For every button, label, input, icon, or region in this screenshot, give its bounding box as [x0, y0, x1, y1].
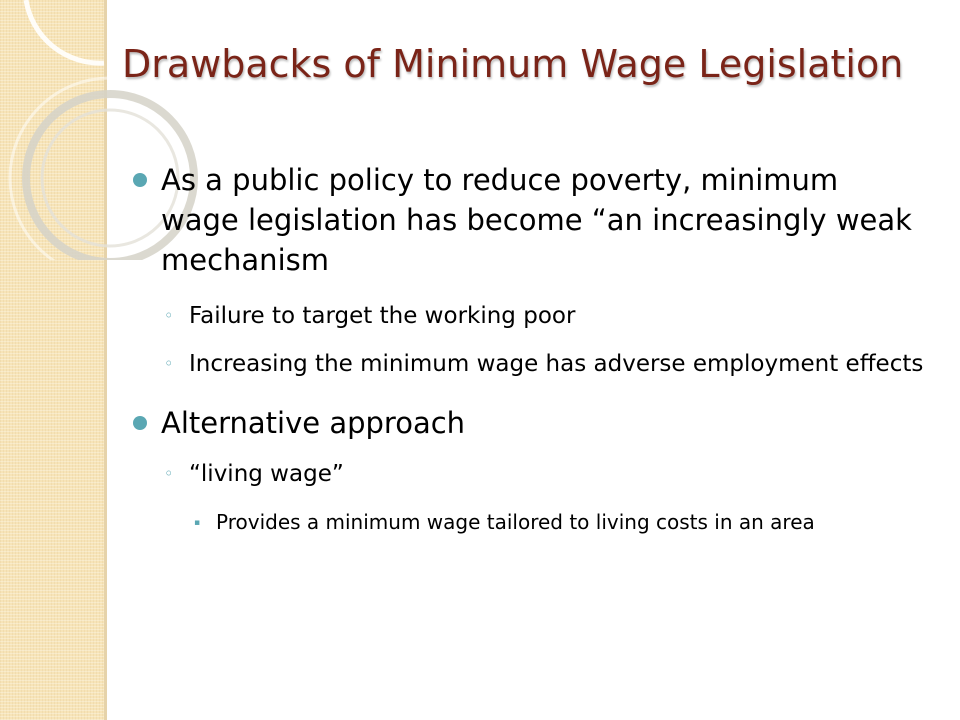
sub-sub-bullet-item — [124, 507, 924, 538]
bullet-dot-icon — [133, 416, 147, 430]
sub-bullet-item — [124, 347, 924, 381]
sub-bullet-text: Failure to target the working poor — [189, 303, 576, 329]
sub-bullet-item — [124, 299, 924, 333]
bullet-text: As a public policy to reduce poverty, minimum wage legislation has become “an increasingly weak mechanism — [161, 163, 912, 277]
slide-content — [124, 160, 924, 538]
sub-bullet-item — [124, 457, 924, 491]
bullet-item — [124, 160, 924, 280]
bullet-item — [124, 403, 924, 443]
slide-title: Drawbacks of Minimum Wage Legislation — [122, 42, 904, 86]
bullet-dot-icon — [133, 173, 147, 187]
sub-bullet-text: Increasing the minimum wage has adverse employment effects — [189, 351, 924, 377]
square-bullet-icon: ▪ — [194, 518, 201, 528]
ring-bullet-icon: ◦ — [164, 354, 174, 373]
ring-bullet-icon: ◦ — [164, 464, 174, 483]
sub-sub-bullet-text: Provides a minimum wage tailored to living costs in an area — [216, 510, 815, 534]
sub-bullet-text: “living wage” — [189, 461, 344, 487]
ring-bullet-icon: ◦ — [164, 306, 174, 325]
bullet-text: Alternative approach — [161, 406, 466, 440]
